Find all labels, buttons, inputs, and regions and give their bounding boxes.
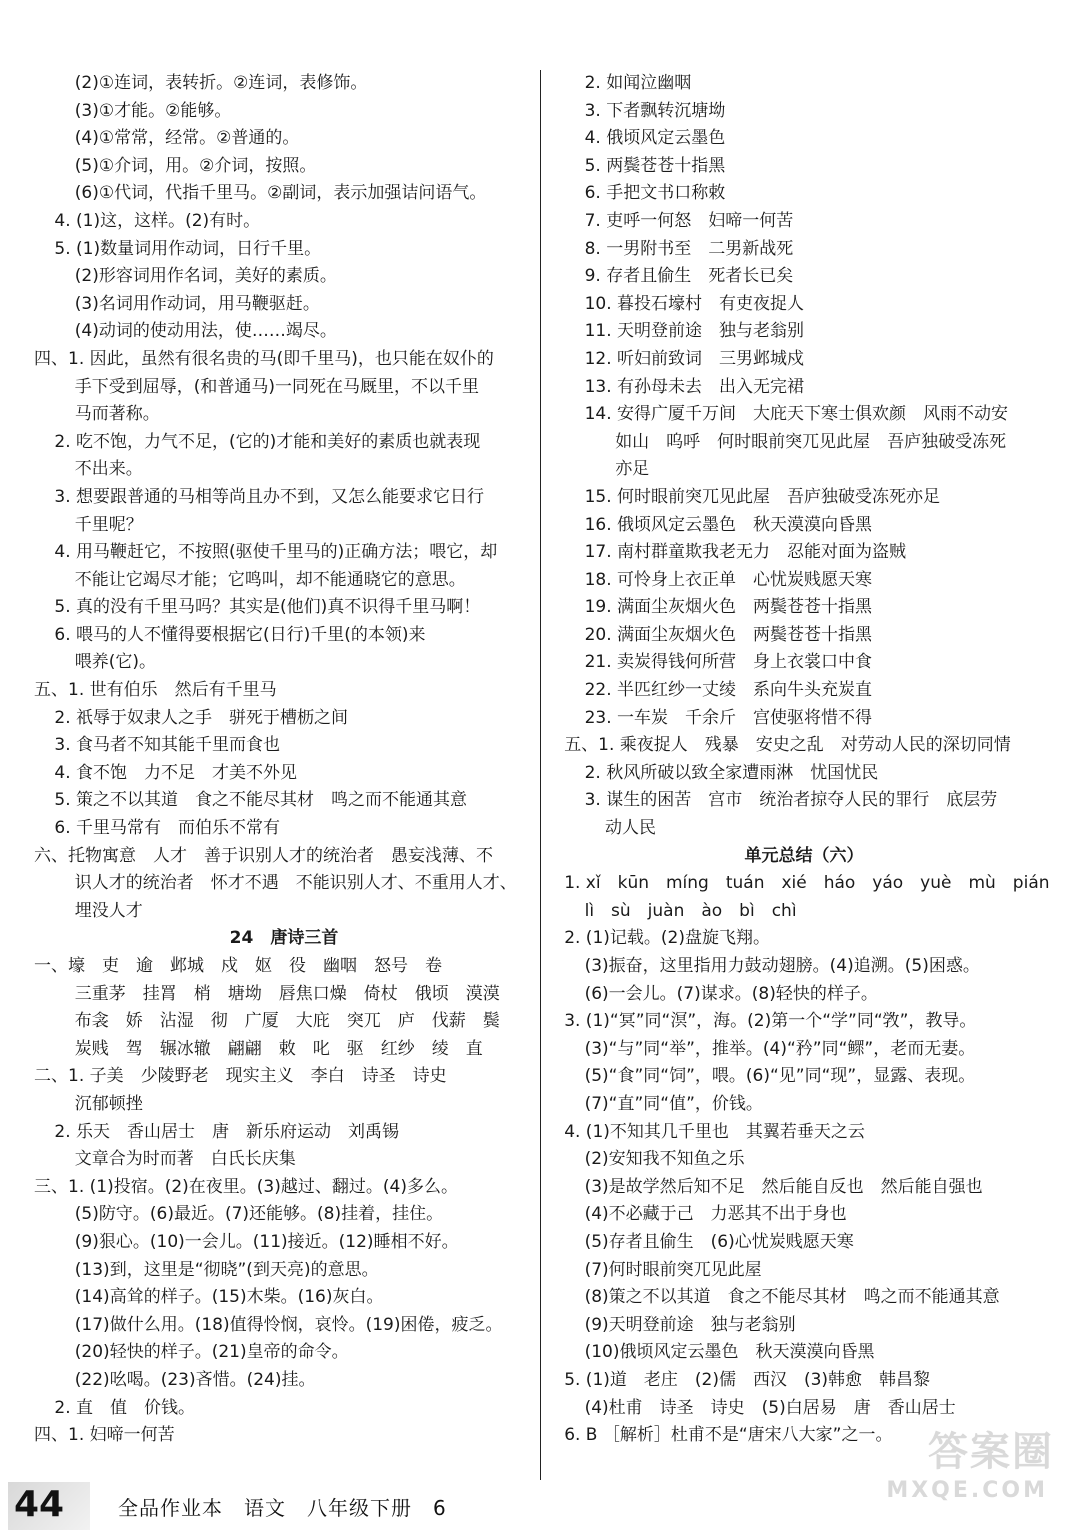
right-column [554, 70, 1054, 1450]
answer-text: 16. 俄顷风定云墨色 秋天漠漠向昏黑 [584, 514, 873, 535]
left-answer-line [34, 1091, 534, 1119]
answer-text: (4)杜甫 诗圣 诗史 (5)白居易 唐 香山居士 [584, 1397, 956, 1418]
left-answer-line [34, 1257, 534, 1285]
right-answer-line [554, 787, 1054, 815]
answer-text: 5. 策之不以其道 食之不能尽其材 鸣之而不能通其意 [54, 790, 468, 811]
left-answer-line [34, 456, 534, 484]
answer-text: (9)天明登前途 独与老翁别 [584, 1314, 796, 1335]
left-answer-line [34, 898, 534, 926]
answer-text: 动人民 [605, 818, 656, 839]
left-answer-line [34, 677, 534, 705]
answer-text: (4)动词的使动用法，使……竭尽。 [74, 321, 337, 342]
left-answer-line [34, 1201, 534, 1229]
right-answer-line [554, 1036, 1054, 1064]
answer-text: 6. 手把文书口称敕 [584, 183, 726, 204]
column-divider [540, 70, 541, 1480]
answer-text: 3. 食马者不知其能千里而食也 [54, 735, 281, 756]
answer-text: 一、壕 吏 逾 邺城 戍 妪 役 幽咽 怒号 卷 [34, 956, 442, 976]
right-answer-line [554, 539, 1054, 567]
right-answer-line [554, 953, 1054, 981]
answer-text: 单元总结（六） [744, 845, 864, 866]
right-answer-line [554, 815, 1054, 843]
left-answer-line [34, 98, 534, 126]
right-answer-line [554, 153, 1054, 181]
book-title: 全品作业本 语文 八年级下册 6 [118, 1496, 447, 1520]
right-answer-line [554, 291, 1054, 319]
left-answer-line [34, 953, 534, 981]
right-answer-line [554, 1257, 1054, 1285]
answer-text: (20)轻快的样子。(21)皇帝的命令。 [74, 1342, 349, 1363]
right-answer-line [554, 898, 1054, 926]
left-answer-line [34, 843, 534, 871]
answer-text: 3. (1)“冥”同“溟”，海。(2)第一个“学”同“敩”，教导。 [564, 1011, 977, 1032]
left-answer-line [34, 1146, 534, 1174]
right-answer-line [554, 925, 1054, 953]
left-answer-line [34, 208, 534, 236]
left-answer-line [34, 539, 534, 567]
answer-text: 7. 吏呼一何怒 妇啼一何苦 [584, 210, 794, 231]
left-answer-line [34, 484, 534, 512]
right-answer-line [554, 1229, 1054, 1257]
right-answer-line [554, 484, 1054, 512]
answer-text: (9)狠心。(10)一会儿。(11)接近。(12)睡相不好。 [74, 1231, 459, 1252]
watermark-url: MXQE.COM [886, 1478, 1048, 1503]
answer-text: 4. (1)这，这样。(2)有时。 [54, 210, 261, 231]
page-number: 44 [14, 1484, 65, 1525]
answer-text: 2. 乐天 香山居士 唐 新乐府运动 刘禹锡 [54, 1121, 400, 1142]
section-heading [554, 843, 1054, 871]
answer-text: 1. xǐ kūn míng tuán xié háo yáo yuè mù pián [564, 873, 1050, 894]
answer-text: (10)俄顷风定云墨色 秋天漠漠向昏黑 [584, 1342, 875, 1363]
left-answer-line [34, 787, 534, 815]
answer-text: 23. 一车炭 千余斤 宫使驱将惜不得 [584, 707, 873, 728]
right-answer-line [554, 456, 1054, 484]
answer-text: 12. 听妇前致词 三男邺城戍 [584, 348, 805, 369]
answer-text: 5. (1)道 老庄 (2)儒 西汉 (3)韩愈 韩昌黎 [564, 1369, 931, 1390]
answer-text: (3)是故学然后知不足 然后能自反也 然后能自强也 [584, 1176, 983, 1197]
answer-text: 6. 千里马常有 而伯乐不常有 [54, 818, 281, 839]
answer-text: 4. 俄顷风定云墨色 [584, 128, 726, 149]
right-answer-line [554, 1367, 1054, 1395]
left-answer-line [34, 705, 534, 733]
right-answer-line [554, 236, 1054, 264]
answer-text: 2. 秋风所破以致全家遭雨淋 忧国忧民 [584, 762, 879, 783]
answer-text: 9. 存者且偷生 死者长已矣 [584, 266, 794, 287]
right-answer-line [554, 622, 1054, 650]
right-answer-line [554, 208, 1054, 236]
answer-text: 3. 下者飘转沉塘坳 [584, 100, 726, 121]
left-answer-line [34, 870, 534, 898]
left-answer-line [34, 429, 534, 457]
answer-text: 五、1. 世有伯乐 然后有千里马 [34, 680, 277, 701]
answer-text: 5. (1)数量词用作动词，日行千里。 [54, 238, 322, 259]
left-answer-line [34, 374, 534, 402]
left-answer-line [34, 125, 534, 153]
answer-text: (22)吆喝。(23)吝惜。(24)挂。 [74, 1369, 316, 1390]
answer-text: 二、1. 子美 少陵野老 现实主义 李白 诗圣 诗史 [34, 1066, 447, 1087]
right-answer-line [554, 180, 1054, 208]
answer-text: 22. 半匹红纱一丈绫 系向牛头充炭直 [584, 680, 873, 701]
left-answer-line [34, 346, 534, 374]
left-answer-line [34, 1284, 534, 1312]
right-answer-line [554, 1091, 1054, 1119]
answer-text: 18. 可怜身上衣正单 心忧炭贱愿天寒 [584, 569, 873, 590]
answer-text: (2)安知我不知鱼之乐 [584, 1149, 745, 1170]
answer-text: (6)①代词，代指千里马。②副词，表示加强诘问语气。 [74, 183, 487, 204]
answer-text: 14. 安得广厦千万间 大庇天下寒士俱欢颜 风雨不动安 [584, 404, 1009, 425]
left-answer-line [34, 1395, 534, 1423]
left-answer-line [34, 1119, 534, 1147]
answer-text: 识人才的统治者 怀才不遇 不能识别人才、不重用人才、 [74, 873, 517, 894]
left-answer-line [34, 1422, 534, 1450]
left-answer-line [34, 153, 534, 181]
left-answer-line [34, 760, 534, 788]
right-answer-line [554, 649, 1054, 677]
answer-text: 手下受到屈辱，(和普通马)一同死在马厩里，不以千里 [74, 376, 480, 397]
answer-text: (5)存者且偷生 (6)心忧炭贱愿天寒 [584, 1231, 854, 1252]
left-answer-line [34, 401, 534, 429]
left-answer-line [34, 263, 534, 291]
answer-text: 千里呢？ [74, 514, 143, 535]
answer-text: (2)形容词用作名词，美好的素质。 [74, 266, 337, 287]
watermark-logo [874, 1420, 1054, 1530]
left-answer-line [34, 594, 534, 622]
answer-text: 3. 谋生的困苦 宫市 统治者掠夺人民的罪行 底层劳 [584, 790, 998, 811]
watermark-text: 答案圈 [928, 1429, 1054, 1475]
answer-text: (8)策之不以其道 食之不能尽其材 鸣之而不能通其意 [584, 1287, 1000, 1308]
answer-text: 不出来。 [74, 459, 143, 480]
right-answer-line [554, 1119, 1054, 1147]
answer-text: 8. 一男附书至 二男新战死 [584, 238, 794, 259]
answer-text: 15. 何时眼前突兀见此屋 吾庐独破受冻死亦足 [584, 486, 941, 507]
answer-text: (5)防守。(6)最近。(7)还能够。(8)挂着，挂住。 [74, 1204, 444, 1225]
answer-text: 喂养(它)。 [74, 652, 157, 673]
right-answer-line [554, 677, 1054, 705]
answer-text: (14)高耸的样子。(15)木柴。(16)灰白。 [74, 1287, 384, 1308]
answer-text: lì sù juàn ào bì chì [584, 900, 797, 921]
answer-text: 六、托物寓意 人才 善于识别人才的统治者 愚妄浅薄、不 [34, 845, 493, 866]
answer-text: (5)“食”同“饲”，喂。(6)“见”同“现”，显露、表现。 [584, 1066, 976, 1087]
left-answer-line [34, 815, 534, 843]
answer-text: 3. 想要跟普通的马相等尚且办不到，又怎么能要求它日行 [54, 486, 485, 507]
right-answer-line [554, 374, 1054, 402]
right-answer-line [554, 263, 1054, 291]
right-answer-line [554, 1312, 1054, 1340]
right-answer-line [554, 125, 1054, 153]
right-answer-line [554, 705, 1054, 733]
right-answer-line [554, 429, 1054, 457]
answer-text: (2)①连词，表转折。②连词，表修饰。 [74, 73, 368, 93]
right-answer-line [554, 98, 1054, 126]
left-answer-line [34, 1036, 534, 1064]
right-answer-line [554, 870, 1054, 898]
answer-text: 17. 南村群童欺我老无力 忍能对面为盗贼 [584, 542, 907, 563]
answer-text: 埋没人才 [74, 900, 143, 921]
answer-text: (3)“与”同“举”，推举。(4)“矜”同“鳏”，老而无妻。 [584, 1038, 976, 1059]
left-answer-line [34, 732, 534, 760]
left-answer-line [34, 291, 534, 319]
answer-text: 2. (1)记载。(2)盘旋飞翔。 [564, 928, 770, 949]
answer-text: 2. 如闻泣幽咽 [584, 73, 692, 93]
answer-text: 四、1. 因此，虽然有很名贵的马(即千里马)，也只能在奴仆的 [34, 348, 494, 369]
answer-text: 亦足 [615, 459, 650, 480]
right-answer-line [554, 512, 1054, 540]
answer-text: 10. 暮投石壕村 有吏夜捉人 [584, 293, 805, 314]
answer-text: (3)振奋，这里指用力鼓动翅膀。(4)追溯。(5)困惑。 [584, 956, 980, 976]
answer-text: 三重茅 挂罥 梢 塘坳 唇焦口燥 倚杖 俄顷 漠漠 [74, 983, 500, 1004]
left-answer-line [34, 180, 534, 208]
right-answer-line [554, 1284, 1054, 1312]
answer-text: 布衾 娇 沾湿 彻 广厦 大庇 突兀 庐 伐薪 鬓 [74, 1011, 500, 1032]
left-answer-line [34, 622, 534, 650]
left-column [34, 70, 534, 1450]
left-answer-line [34, 567, 534, 595]
left-answer-line [34, 1008, 534, 1036]
answer-text: (3)①才能。②能够。 [74, 100, 232, 121]
answer-text: 13. 有孙母未去 出入无完裙 [584, 376, 805, 397]
left-answer-line [34, 1312, 534, 1340]
answer-text: 不能让它竭尽才能；它鸣叫，却不能通晓它的意思。 [74, 569, 466, 590]
answer-text: (4)不必藏于己 力恶其不出于身也 [584, 1204, 847, 1225]
answer-text: (6)一会儿。(7)谋求。(8)轻快的样子。 [584, 983, 878, 1004]
answer-text: (17)做什么用。(18)值得怜悯，哀怜。(19)困倦，疲乏。 [74, 1314, 503, 1335]
right-answer-line [554, 401, 1054, 429]
right-answer-line [554, 1146, 1054, 1174]
right-answer-line [554, 567, 1054, 595]
left-answer-line [34, 1229, 534, 1257]
answer-text: 四、1. 妇啼一何苦 [34, 1425, 175, 1446]
answer-text: 20. 满面尘灰烟火色 两鬓苍苍十指黑 [584, 624, 873, 645]
left-answer-line [34, 1367, 534, 1395]
left-answer-line [34, 1063, 534, 1091]
answer-text: 6. 喂马的人不懂得要根据它(日行)千里(的本领)来 [54, 624, 426, 645]
left-answer-line [34, 70, 534, 98]
answer-text: 5. 两鬓苍苍十指黑 [584, 155, 726, 176]
answer-text: 19. 满面尘灰烟火色 两鬓苍苍十指黑 [584, 597, 873, 618]
right-answer-line [554, 1339, 1054, 1367]
answer-text: 如山 呜呼 何时眼前突兀见此屋 吾庐独破受冻死 [615, 431, 1007, 452]
answer-text: 21. 卖炭得钱何所营 身上衣裳口中食 [584, 652, 873, 673]
left-answer-line [34, 236, 534, 264]
answer-text: 4. (1)不知其几千里也 其翼若垂天之云 [564, 1121, 865, 1142]
right-answer-line [554, 1174, 1054, 1202]
right-answer-line [554, 1395, 1054, 1423]
answer-text: 4. 食不饱 力不足 才美不外见 [54, 762, 298, 783]
right-answer-line [554, 70, 1054, 98]
answer-text: 24 唐诗三首 [229, 928, 339, 949]
answer-text: 马而著称。 [74, 404, 160, 425]
left-answer-line [34, 1339, 534, 1367]
right-answer-line [554, 981, 1054, 1009]
right-answer-line [554, 318, 1054, 346]
answer-text: (13)到，这里是“彻晓”(到天亮)的意思。 [74, 1259, 379, 1280]
left-answer-line [34, 649, 534, 677]
right-answer-line [554, 594, 1054, 622]
answer-text: (5)①介词，用。②介词，按照。 [74, 155, 317, 176]
answer-text: 2. 祇辱于奴隶人之手 骈死于槽枥之间 [54, 707, 349, 728]
answer-text: 三、1. (1)投宿。(2)在夜里。(3)越过、翻过。(4)多么。 [34, 1176, 458, 1197]
right-answer-line [554, 732, 1054, 760]
answer-text: 沉郁顿挫 [74, 1093, 143, 1114]
right-answer-line [554, 1201, 1054, 1229]
answer-text: 11. 天明登前途 独与老翁别 [584, 321, 805, 342]
left-answer-line [34, 981, 534, 1009]
answer-text: (7)“直”同“值”，价钱。 [584, 1093, 763, 1114]
answer-text: (4)①常常，经常。②普通的。 [74, 128, 300, 149]
section-heading [34, 925, 534, 953]
answer-text: 6. B ［解析］杜甫不是“唐宋八大家”之一。 [564, 1425, 893, 1446]
right-answer-line [554, 760, 1054, 788]
answer-text: 5. 真的没有千里马吗？其实是(他们)真不识得千里马啊！ [54, 597, 481, 618]
answer-text: 2. 直 值 价钱。 [54, 1397, 196, 1418]
left-answer-line [34, 318, 534, 346]
answer-text: 文章合为时而著 白氏长庆集 [74, 1149, 296, 1170]
answer-text: 2. 吃不饱，力气不足，(它的)才能和美好的素质也就表现 [54, 431, 481, 452]
right-answer-line [554, 1008, 1054, 1036]
answer-text: (7)何时眼前突兀见此屋 [584, 1259, 762, 1280]
right-answer-line [554, 346, 1054, 374]
left-answer-line [34, 512, 534, 540]
right-answer-line [554, 1063, 1054, 1091]
answer-text: 五、1. 乘夜捉人 残暴 安史之乱 对劳动人民的深切同情 [564, 735, 1011, 756]
answer-text: 4. 用马鞭赶它，不按照(驱使千里马的)正确方法；喂它，却 [54, 542, 498, 563]
left-answer-line [34, 1174, 534, 1202]
answer-text: (3)名词用作动词，用马鞭驱赶。 [74, 293, 320, 314]
answer-text: 炭贱 驾 辗冰辙 翩翩 敕 叱 驱 红纱 绫 直 [74, 1038, 483, 1059]
